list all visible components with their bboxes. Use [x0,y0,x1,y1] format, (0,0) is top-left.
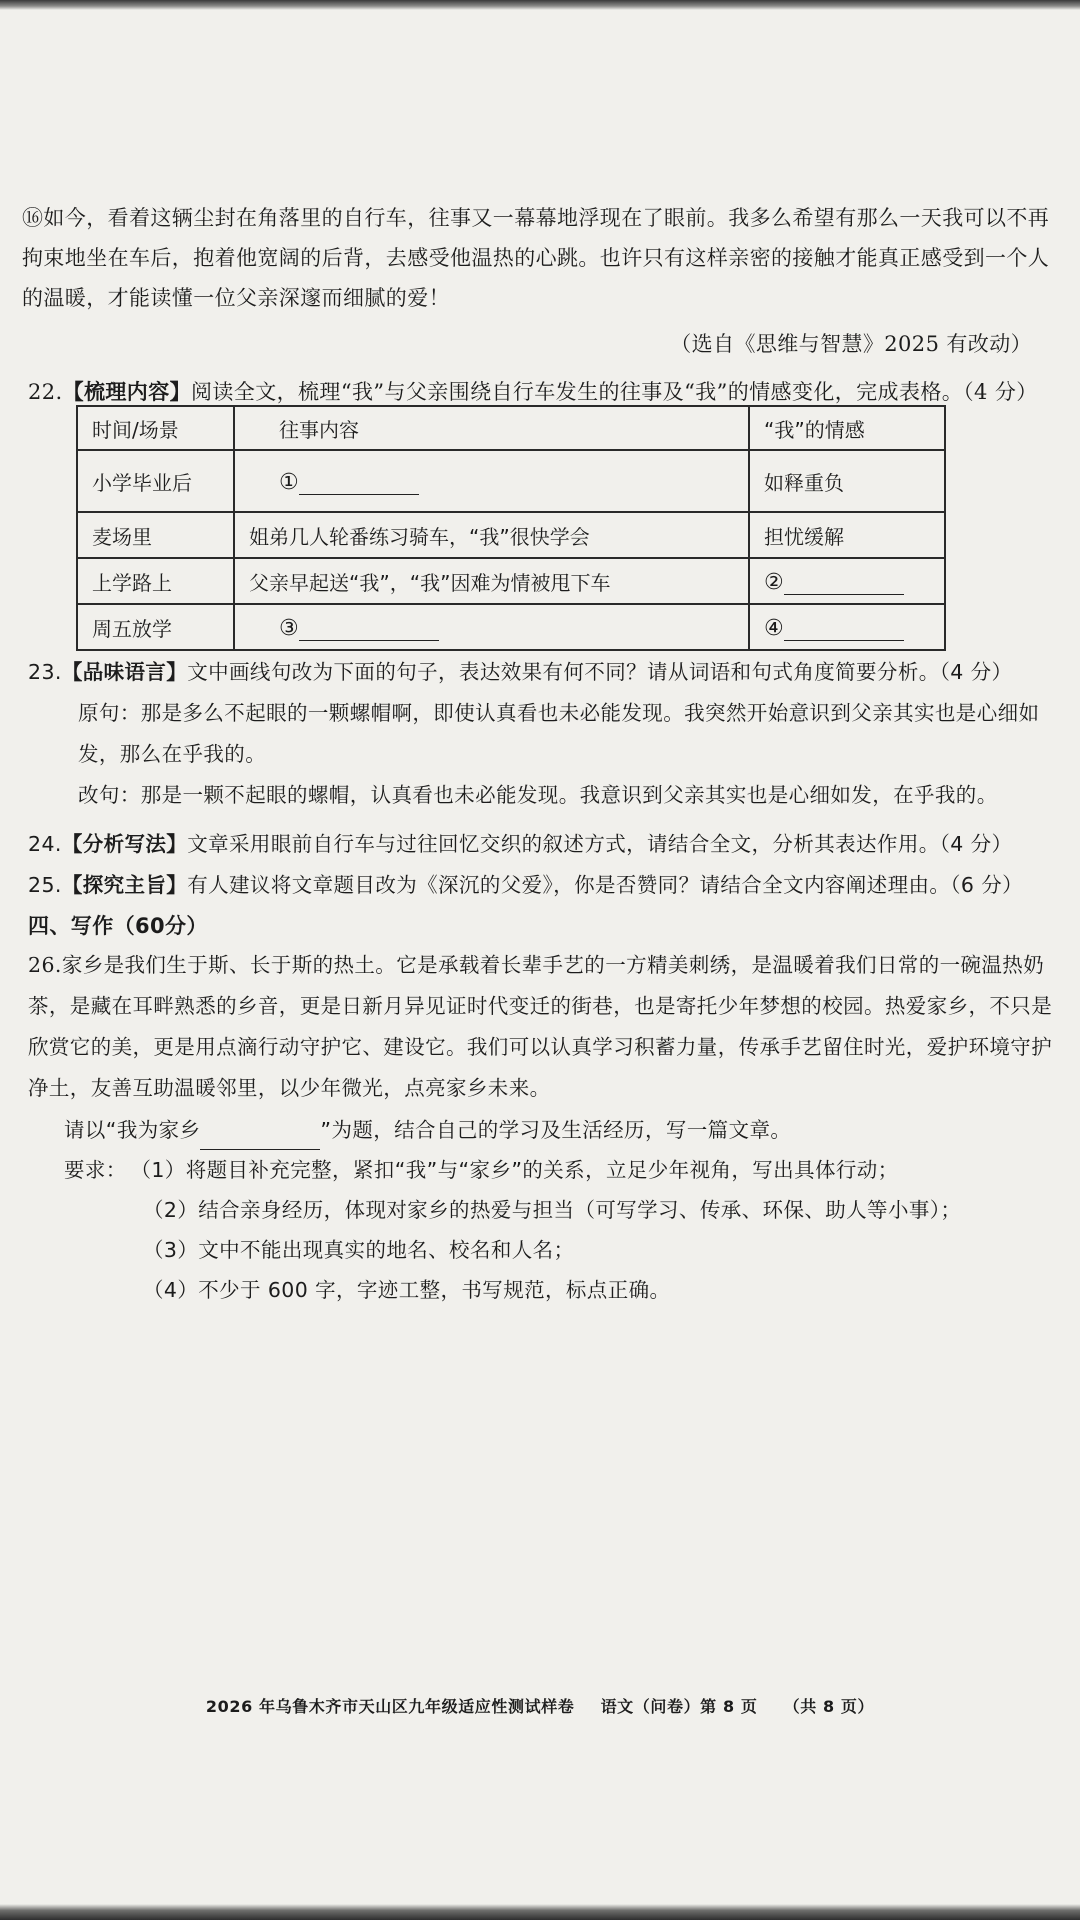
blank-marker: ④ [764,615,784,641]
cell-scene: 上学路上 [77,558,234,604]
answer-blank [299,614,439,641]
blank-marker: ② [764,569,784,595]
question-tag: 【梳理内容】 [62,379,192,404]
cell-event-blank [234,450,749,512]
answer-blank [784,568,904,595]
cell-scene: 麦场里 [77,512,234,558]
question-24-25 [28,824,1058,906]
paragraph-16-text: ⑯如今，看着这辆尘封在角落里的自行车，往事又一幕幕地浮现在了眼前。我多么希望有那么一天我可以不再拘束地坐在车后，抱着他宽阔的后背，去感受他温热的心跳。也许只有这样亲密的接触才能真正感受到一个人的温暖，才能读懂一位父亲深邃而细腻的爱！ [22,206,1050,310]
header-emotion: “我”的情感 [749,406,945,450]
cell-event: 父亲早起送“我”，“我”因难为情被甩下车 [234,558,749,604]
table-row [77,604,945,650]
question-26 [28,945,1058,1109]
table-row [77,450,945,512]
requirement-line: 要求： （1）将题目补充完整，紧扣“我”与“家乡”的关系，立足少年视角，写出具体行动； [64,1158,899,1182]
header-event: 往事内容 [234,406,749,450]
table-header-row [77,406,945,450]
footer-total-pages: （共 8 页） [783,1697,875,1716]
title-blank [200,1127,320,1150]
summary-table [76,405,946,651]
source-text: （选自《思维与智慧》2025 有改动） [670,332,1032,356]
blank-marker: ① [279,469,299,495]
cell-scene: 小学毕业后 [77,450,234,512]
source-citation [22,324,1032,364]
blank-marker: ③ [279,615,299,641]
header-scene: 时间/场景 [77,406,234,450]
scan-top-edge [0,0,1080,10]
question-23-text: 23.【品味语言】文中画线句改为下面的句子，表达效果有何不同？请从词语和句式角度简要分析。（4 分） [28,660,1013,684]
cell-emotion-blank [749,558,945,604]
cell-scene: 周五放学 [77,604,234,650]
answer-blank [784,614,904,641]
cell-emotion: 担忧缓解 [749,512,945,558]
requirement-line: （3）文中不能出现真实的地名、校名和人名； [143,1238,575,1262]
question-prompt: 阅读全文，梳理“我”与父亲围绕自行车发生的往事及“我”的情感变化，完成表格。（4 分） [191,380,1038,404]
cell-event: 姐弟几人轮番练习骑车，“我”很快学会 [234,512,749,558]
requirement-line: （2）结合亲身经历，体现对家乡的热爱与担当（可写学习、传承、环保、助人等小事）； [143,1198,962,1222]
footer-exam-title: 2026 年乌鲁木齐市天山区九年级适应性测试样卷 [205,1697,575,1716]
revised-sentence: 改句：那是一颗不起眼的螺帽，认真看也未必能发现。我意识到父亲其实也是心细如发，在乎我的。 [78,783,998,807]
question-23 [28,652,1058,816]
cell-emotion-blank [749,604,945,650]
footer-subject-page: 语文（问卷）第 8 页 [600,1697,758,1716]
cell-emotion: 如释重负 [749,450,945,512]
table-row [77,558,945,604]
paragraph-16 [22,198,1052,318]
section-writing-heading [28,906,1058,946]
prompt-line: 请以“我为家乡 ”为题，结合自己的学习及生活经历，写一篇文章。 [28,1110,1058,1150]
cell-event-blank [234,604,749,650]
table-row [77,512,945,558]
question-25-text: 25.【探究主旨】有人建议将文章题目改为《深沉的父爱》，你是否赞同？请结合全文内容阐述理由。（6 分） [28,873,1024,897]
requirement-line: （4）不少于 600 字，字迹工整，书写规范，标点正确。 [143,1278,671,1302]
original-sentence: 原句：那是多么不起眼的一颗螺帽啊，即使认真看也未必能发现。我突然开始意识到父亲其实也是心细如发，那么在乎我的。 [78,701,1040,766]
page-footer [0,1694,1080,1717]
answer-blank [299,468,419,495]
section-title: 四、写作（60分） [28,914,208,938]
question-26-text: 26.家乡是我们生于斯、长于斯的热土。它是承载着长辈手艺的一方精美刺绣，是温暖着我们日常的一碗温热奶茶，是藏在耳畔熟悉的乡音，更是日新月异见证时代变迁的街巷，也是寄托少年梦想的校园。热爱家乡，不只是欣赏它的美，更是用点滴行动守护它、建设它。我们可以认真学习积蓄力量，传承手艺留住时光，爱护环境守护净土，友善互助温暖邻里，以少年微光，点亮家乡未来。 [28,953,1053,1100]
question-number: 22. [28,380,63,404]
question-24-text: 24.【分析写法】文章采用眼前自行车与过往回忆交织的叙述方式，请结合全文，分析其表达作用。（4 分） [28,832,1013,856]
scan-bottom-edge [0,1904,1080,1920]
writing-prompt [28,1110,1058,1310]
